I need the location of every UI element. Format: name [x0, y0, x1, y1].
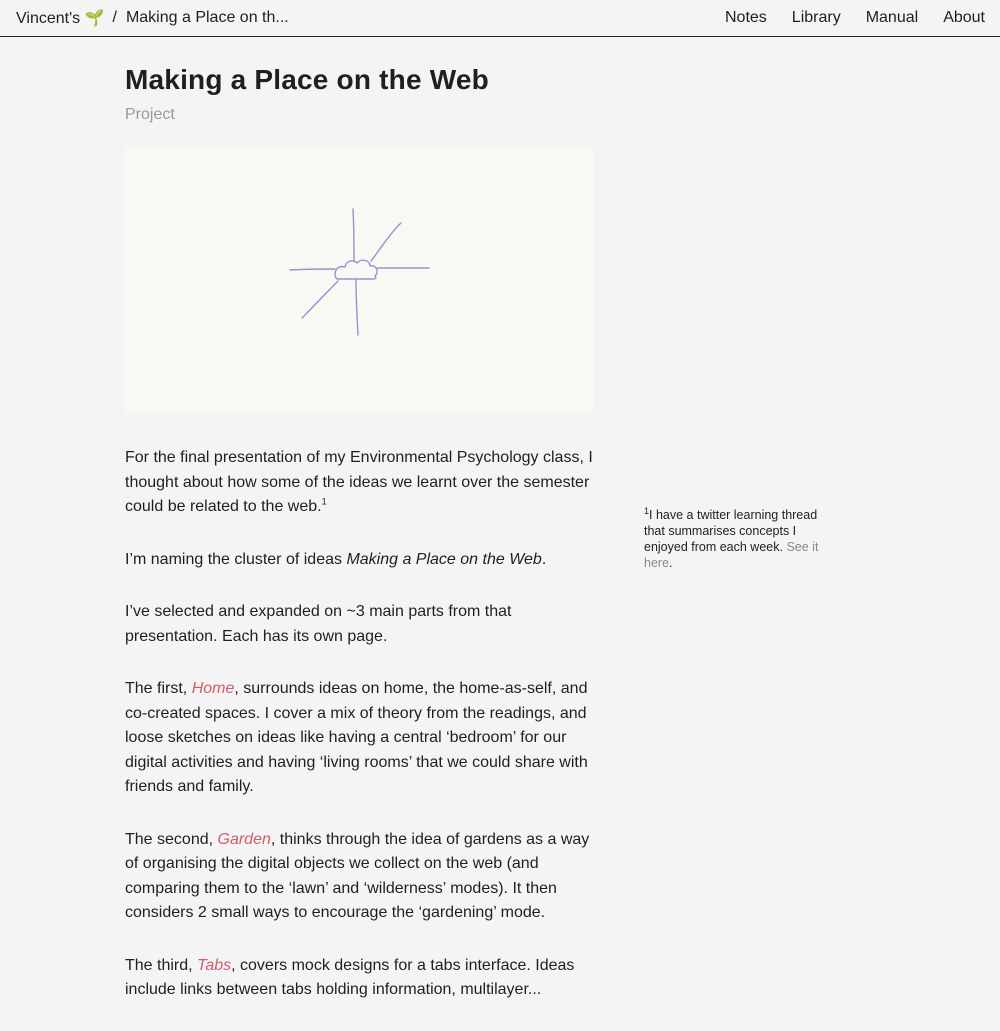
- paragraph-home-start: The first,: [125, 680, 192, 697]
- article-content: [125, 62, 595, 1031]
- hero-illustration: [125, 148, 594, 412]
- paragraph-parts: I’ve selected and expanded on ~3 main parts from that presentation. Each has its own page.: [125, 603, 512, 645]
- site-home-link[interactable]: Vincent's 🌱: [16, 10, 105, 27]
- current-page-crumb[interactable]: Making a Place on th...: [125, 9, 289, 26]
- sidenote-text: I have a twitter learning thread that summarises concepts I enjoyed from each week.: [644, 508, 818, 554]
- nav-library-link[interactable]: Library: [791, 9, 841, 26]
- paragraph-intro: [125, 446, 595, 520]
- breadcrumb: [16, 8, 289, 28]
- nav-about-link[interactable]: About: [943, 9, 985, 26]
- top-navigation-bar: [0, 0, 1000, 37]
- footnote-ref-1[interactable]: 1: [321, 496, 327, 507]
- nav-notes-link[interactable]: Notes: [725, 9, 767, 26]
- page-title: Making a Place on the Web: [125, 64, 489, 95]
- paragraph-home: [125, 677, 595, 800]
- breadcrumb-separator: /: [112, 9, 117, 26]
- main-nav: [725, 9, 985, 27]
- paragraph-garden: [125, 828, 595, 926]
- emphasis-title: Making a Place on the Web: [346, 550, 542, 568]
- paragraph-naming-text: I’m naming the cluster of ideas: [125, 550, 347, 568]
- sidenote-number: 1: [644, 505, 650, 516]
- garden-link[interactable]: Garden: [217, 830, 271, 848]
- paragraph-home-text: , surrounds ideas on home, the home-as-self, and co-created spaces. I cover a mix of theory from the readings, and loose sketches on ideas like having a central ‘bedroom’ for our digital activities and having ‘living rooms’ that we could share with friends and family.: [125, 680, 588, 795]
- paragraph-intro-text: For the final presentation of my Environmental Psychology class, I thought about how some of the ideas we learnt over the semester could be related to the web.: [125, 449, 593, 515]
- tabs-link[interactable]: Tabs: [197, 956, 232, 974]
- home-link[interactable]: Home: [191, 680, 235, 697]
- article-body: [125, 446, 595, 1003]
- paragraph-naming: [125, 548, 595, 573]
- cloud-sketch-image: [125, 148, 594, 412]
- page-category: Project: [125, 106, 175, 123]
- nav-manual-link[interactable]: Manual: [865, 9, 919, 26]
- paragraph-tabs-start: The third,: [125, 956, 198, 974]
- paragraph-tabs: [125, 954, 595, 1003]
- sidenote-1: [644, 507, 829, 571]
- see-it-here-link[interactable]: See it here: [644, 540, 819, 570]
- paragraph-naming-end: .: [541, 550, 547, 568]
- sidenote-end: .: [669, 556, 673, 570]
- paragraph-tabs-text: , covers mock designs for a tabs interface. Ideas include links between tabs holding information, multilayer...: [125, 956, 575, 998]
- paragraph-garden-text: , thinks through the idea of gardens as a way of organising the digital objects we collect on the web (and comparing them to the ‘lawn’ and ‘wilderness’ modes). It then considers 2 small ways to encourage the ‘gardening’ mode.: [125, 830, 590, 921]
- paragraph-garden-start: The second,: [125, 830, 218, 848]
